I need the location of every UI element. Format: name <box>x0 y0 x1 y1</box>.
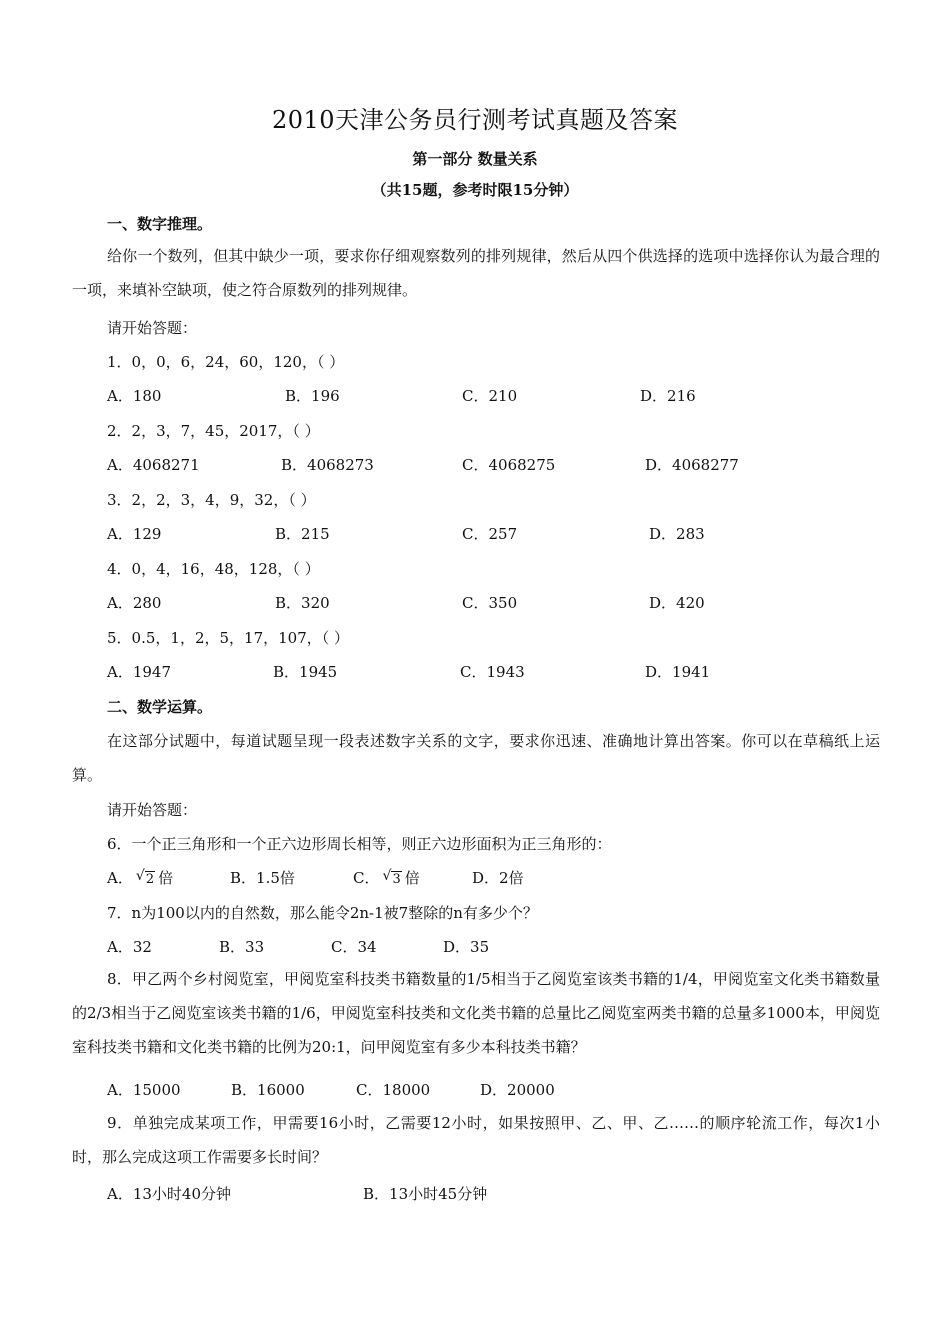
q6-option-c-root: 3 <box>392 872 401 887</box>
q1-option-a: A．180 <box>107 387 162 405</box>
question-1: 1．0，0，6，24，60，120，（ ） <box>107 353 345 371</box>
q3-option-d: D．283 <box>649 525 705 543</box>
part-heading: 第一部分 数量关系 <box>412 150 538 168</box>
q8-option-a: A．15000 <box>107 1081 181 1099</box>
q5-option-a: A．1947 <box>107 663 172 681</box>
q5-option-c: C．1943 <box>460 663 525 681</box>
section2-heading: 二、数学运算。 <box>107 698 213 716</box>
q4-option-a: A．280 <box>107 594 162 612</box>
q7-option-c: C．34 <box>331 938 377 956</box>
question-6: 6．一个正三角形和一个正六边形周长相等，则正六边形面积为正三角形的： <box>107 835 612 853</box>
sqrt-symbol: √ 2 <box>135 868 155 887</box>
question-7: 7．n为100以内的自然数，那么能令2n-1被7整除的n有多少个？ <box>107 904 538 922</box>
q4-option-c: C．350 <box>462 594 518 612</box>
q2-option-a: A．4068271 <box>107 456 200 474</box>
q1-option-c: C．210 <box>462 387 518 405</box>
q3-option-a: A．129 <box>107 525 162 543</box>
q6-option-a <box>107 868 173 890</box>
question-5: 5．0.5，1，2，5，17，107，（ ） <box>107 629 350 647</box>
q8-option-b: B．16000 <box>231 1081 305 1099</box>
q9-option-b: B．13小时45分钟 <box>363 1185 488 1203</box>
q7-option-d: D．35 <box>443 938 490 956</box>
question-3: 3．2，2，3，4，9，32，（ ） <box>107 491 316 509</box>
q7-option-a: A．32 <box>107 938 152 956</box>
part-note: （共15题，参考时限15分钟） <box>371 181 579 199</box>
question-8: 8．甲乙两个乡村阅览室，甲阅览室科技类书籍数量的1/5相当于乙阅览室该类书籍的1/4，甲阅览室文化类书籍数量的2/3相当于乙阅览室该类书籍的1/6，甲阅览室科技类和文化类书籍的总量比乙阅览室两类书籍的总量多1000本，甲阅览室科技类书籍和文化类书籍的比例为20:1，问甲阅览室有多少本科技类书籍？ <box>72 970 880 1056</box>
section2-intro: 在这部分试题中，每道试题呈现一段表述数字关系的文字，要求你迅速、准确地计算出答案。你可以在草稿纸上运算。 <box>72 732 880 784</box>
section2-start: 请开始答题： <box>107 801 198 819</box>
q9-option-a: A．13小时40分钟 <box>107 1185 232 1203</box>
q3-option-b: B．215 <box>275 525 330 543</box>
section1-heading: 一、数字推理。 <box>107 215 213 233</box>
document-title: 2010天津公务员行测考试真题及答案 <box>271 106 679 134</box>
q4-option-d: D．420 <box>649 594 705 612</box>
q2-option-c: C．4068275 <box>462 456 556 474</box>
q8-option-c: C．18000 <box>356 1081 431 1099</box>
section1-start: 请开始答题： <box>107 319 198 337</box>
q5-option-b: B．1945 <box>273 663 338 681</box>
q2-option-b: B．4068273 <box>281 456 374 474</box>
question-9: 9．单独完成某项工作，甲需要16小时，乙需要12小时，如果按照甲、乙、甲、乙……的顺序轮流工作，每次1小时，那么完成这项工作需要多长时间？ <box>72 1114 880 1166</box>
q1-option-d: D．216 <box>640 387 696 405</box>
q2-option-d: D．4068277 <box>645 456 739 474</box>
q8-option-d: D．20000 <box>480 1081 555 1099</box>
question-4: 4．0，4，16，48，128，（ ） <box>107 560 320 578</box>
question-2: 2．2，3，7，45，2017，（ ） <box>107 422 320 440</box>
q6-option-a-root: 2 <box>145 872 155 887</box>
q6-option-d: D．2倍 <box>472 869 524 887</box>
q6-option-a-prefix: A． <box>107 869 133 887</box>
q3-option-c: C．257 <box>462 525 518 543</box>
q4-option-b: B．320 <box>275 594 330 612</box>
q6-option-b: B．1.5倍 <box>230 869 295 887</box>
q6-option-a-suffix: 倍 <box>158 869 174 887</box>
q6-option-c <box>353 868 420 890</box>
q6-option-c-suffix: 倍 <box>404 869 420 887</box>
q6-option-c-prefix: C． <box>353 869 380 887</box>
q7-option-b: B．33 <box>219 938 265 956</box>
q1-option-b: B．196 <box>285 387 340 405</box>
section1-intro: 给你一个数列，但其中缺少一项，要求你仔细观察数列的排列规律，然后从四个供选择的选项中选择你认为最合理的一项，来填补空缺项，使之符合原数列的排列规律。 <box>72 247 880 299</box>
sqrt-symbol: √ 3 <box>382 868 401 887</box>
q5-option-d: D．1941 <box>645 663 711 681</box>
